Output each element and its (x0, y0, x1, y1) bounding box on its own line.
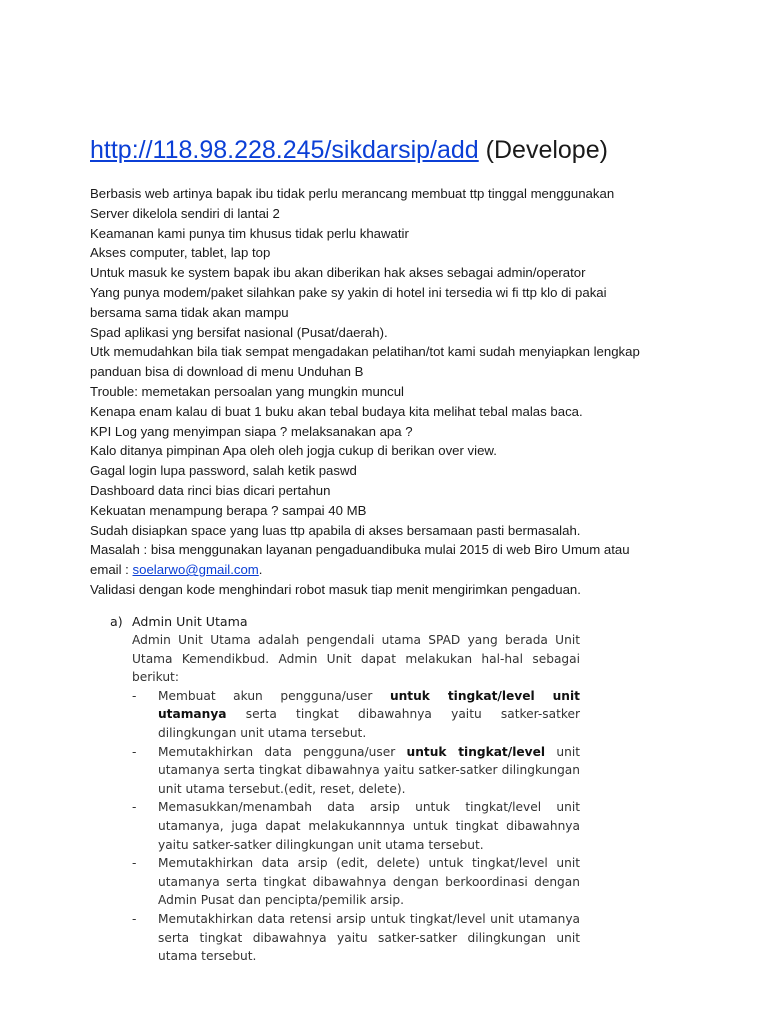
email-suffix: . (258, 562, 263, 578)
note-line: Server dikelola sendiri di lantai 2 (90, 205, 280, 221)
note-line: Berbasis web artinya bapak ibu tidak perlu merancang membuat ttp tinggal menggunakan (90, 186, 615, 201)
note-line: Utk memudahkan bila tiak sempat mengadakan pelatihan/tot kami sudah menyiapkan lengkap (90, 344, 640, 360)
sikdarsip-url-link[interactable]: http://118.98.228.245/sikdarsip/add (90, 136, 479, 164)
note-line: Trouble: memetakan persoalan yang mungkin muncul (90, 383, 404, 399)
dash-bullet: - (132, 856, 137, 871)
section-intro: Admin Unit Utama adalah pengendali utama SPAD yang berada Unit Utama Kemendikbud. Admin Unit dapat melakukan hal-hal sebagai berikut: (132, 633, 580, 685)
list-item (132, 743, 580, 799)
item-text: Memutakhirkan data retensi arsip untuk tingkat/level unit utamanya serta tingkat dibawahnya yaitu satker-satker dilingkungan unit utama tersebut. (158, 911, 580, 964)
document-heading (90, 134, 608, 166)
item-emphasis: untuk tingkat/level (406, 744, 546, 759)
note-line: Untuk masuk ke system bapak ibu akan diberikan hak akses sebagai admin/operator (90, 265, 586, 281)
item-text: Memutakhirkan data pengguna/user (158, 744, 407, 759)
note-line: Kenapa enam kalau di buat 1 buku akan tebal budaya kita melihat tebal malas baca. (90, 403, 583, 419)
note-line: Yang punya modem/paket silahkan pake sy yakin di hotel ini tersedia wi fi ttp klo di pakai (90, 284, 607, 300)
note-line: Spad aplikasi yng bersifat nasional (Pusat/daerah). (90, 324, 388, 340)
note-line: Gagal login lupa password, salah ketik paswd (90, 463, 357, 479)
item-text: Memutakhirkan data arsip (edit, delete) untuk tingkat/level unit utamanya serta tingkat dibawahnya dengan berkoordinasi dengan Admin Pusat dan pencipta/pemilik arsip. (158, 856, 580, 908)
email-prefix: email : (90, 562, 133, 578)
admin-capabilities-list (110, 687, 580, 966)
note-line: Keamanan kami punya tim khusus tidak perlu khawatir (90, 225, 409, 241)
item-text: Memasukkan/menambah data arsip untuk tingkat/level unit utamanya, juga dapat melakukannnya untuk tingkat dibawahnya yaitu satker-satker dilingkungan unit utama tersebut. (158, 800, 580, 852)
dash-bullet: - (132, 744, 137, 759)
section-title-text: Admin Unit Utama (132, 614, 248, 629)
item-text-rest: serta tingkat dibawahnya yaitu satker-satker dilingkungan unit utama tersebut. (158, 707, 580, 740)
dash-bullet: - (132, 688, 137, 703)
list-item (132, 687, 580, 743)
item-text-rest: unit utamanya serta tingkat dibawahnya yaitu satker-satker dilingkungan unit utama tersebut.(edit, reset, delete). (158, 744, 580, 796)
section-marker: a) (110, 614, 123, 629)
email-line (90, 560, 670, 580)
note-line: Kekuatan menampung berapa ? sampai 40 MB (90, 502, 367, 518)
note-line: panduan bisa di download di menu Unduhan B (90, 364, 364, 380)
note-line: KPI Log yang menyimpan siapa ? melaksanakan apa ? (90, 423, 413, 439)
meeting-notes (90, 184, 670, 600)
dash-bullet: - (132, 911, 137, 926)
note-line: bersama sama tidak akan mampu (90, 304, 289, 320)
note-line: Masalah : bisa menggunakan layanan pengaduandibuka mulai 2015 di web Biro Umum atau (90, 542, 630, 558)
validation-note: Validasi dengan kode menghindari robot masuk tiap menit mengirimkan pengaduan. (90, 581, 581, 597)
dash-bullet: - (132, 800, 137, 815)
note-line: Akses computer, tablet, lap top (90, 245, 271, 261)
heading-suffix: (Develope) (478, 136, 608, 164)
list-item (132, 910, 580, 966)
note-line: Dashboard data rinci bias dicari pertahun (90, 482, 331, 498)
section-title (110, 612, 580, 631)
note-line: Kalo ditanya pimpinan Apa oleh oleh jogja cukup di berikan over view. (90, 443, 497, 459)
item-text: Membuat akun pengguna/user (158, 688, 390, 703)
email-link[interactable]: soelarwo@gmail.com (132, 562, 259, 578)
admin-unit-section (110, 612, 580, 966)
list-item (132, 798, 580, 854)
item-emphasis: untuk tingkat/level unit utamanya (158, 688, 580, 722)
list-item (132, 854, 580, 910)
note-line: Sudah disiapkan space yang luas ttp apabila di akses bersamaan pasti bermasalah. (90, 522, 581, 538)
